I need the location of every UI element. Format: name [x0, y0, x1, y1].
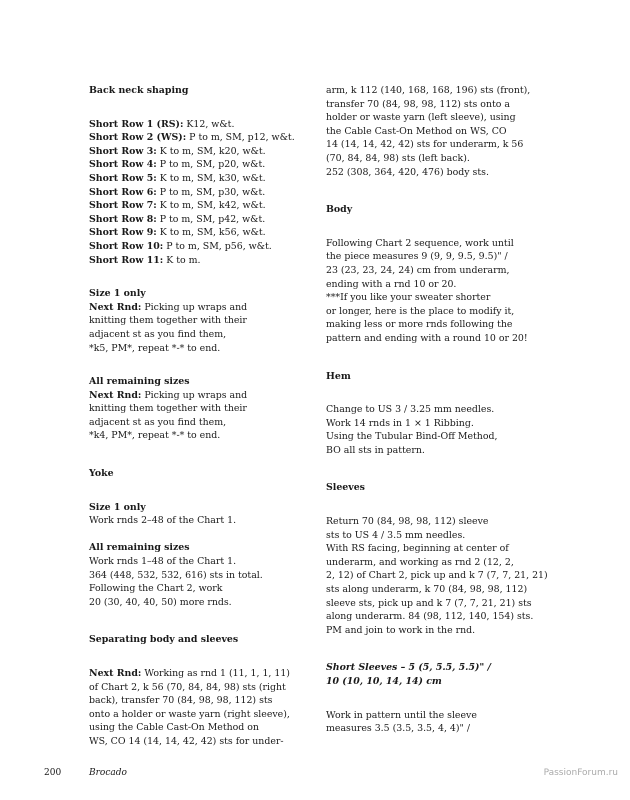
size1-instruction-line: knitting them together with their: [89, 315, 247, 327]
watermark: PassionForum.ru: [543, 768, 618, 778]
short-row: [89, 118, 289, 132]
body-line: or longer, here is the place to modify it,: [326, 305, 515, 317]
short-row: [89, 158, 289, 172]
remaining-instruction-line: *k4, PM*, repeat *-* to end.: [89, 430, 221, 442]
yoke-line: 364 (448, 532, 532, 616) sts in total.: [89, 569, 263, 581]
instruction-text: Picking up wraps and: [141, 301, 248, 313]
short-row-text: P to m, SM, p56, w&t.: [163, 240, 272, 252]
hem-line: Change to US 3 / 3.25 mm needles.: [326, 404, 495, 416]
short-row-label: Short Row 9:: [89, 227, 157, 239]
sleeves-line: sts along underarm, k 70 (84, 98, 98, 112): [326, 584, 528, 596]
short-row-text: P to m, SM, p20, w&t.: [156, 159, 266, 171]
separating-line: onto a holder or waste yarn (right sleeve),: [89, 708, 290, 720]
short-rows-list: [89, 118, 295, 268]
size1-heading: Size 1 only: [89, 288, 146, 300]
short-row: [89, 240, 289, 254]
separating-line: of Chart 2, k 56 (70, 84, 84, 98) sts (right: [89, 681, 286, 693]
short-row: [89, 145, 289, 159]
remaining-sizes-heading: All remaining sizes: [89, 376, 190, 388]
sleeves-line: sleeve sts, pick up and k 7 (7, 7, 21, 21) sts: [326, 597, 532, 609]
right-column: [326, 84, 548, 736]
short-row: [89, 213, 289, 227]
sleeves-line: sts to US 4 / 3.5 mm needles.: [326, 529, 466, 541]
short-row: [89, 172, 289, 186]
sleeves-line: PM and join to work in the rnd.: [326, 624, 476, 636]
yoke-line: Work rnds 1–48 of the Chart 1.: [89, 556, 237, 568]
short-row-label: Short Row 7:: [89, 200, 157, 212]
short-row-text: K12, w&t.: [183, 118, 235, 130]
short-sleeves-line: measures 3.5 (3.5, 3.5, 4, 4)" /: [326, 723, 470, 735]
short-row-label: Short Row 8:: [89, 213, 157, 225]
remaining-instruction-line: [89, 389, 289, 403]
separating-heading: Separating body and sleeves: [89, 634, 239, 646]
sleeves-line: underarm, and working as rnd 2 (12, 2,: [326, 556, 514, 568]
short-row-text: K to m, SM, k30, w&t.: [156, 172, 266, 184]
short-sleeves-heading: Short Sleeves – 5 (5, 5.5, 5.5)" /: [326, 662, 491, 674]
footer-title: Brocado: [89, 768, 127, 778]
continued-line: the Cable Cast-On Method on WS, CO: [326, 125, 507, 137]
size1-instruction-line: *k5, PM*, repeat *-* to end.: [89, 342, 221, 354]
yoke-line: Following the Chart 2, work: [89, 583, 223, 595]
size1-instruction-line: adjacent st as you find them,: [89, 328, 227, 340]
short-row-text: P to m, SM, p30, w&t.: [156, 186, 266, 198]
short-row-label: Short Row 5:: [89, 172, 157, 184]
short-row: [89, 131, 295, 145]
yoke-heading: Yoke: [89, 468, 114, 480]
remaining-instruction-line: adjacent st as you find them,: [89, 416, 227, 428]
continued-line: 252 (308, 364, 420, 476) body sts.: [326, 166, 489, 178]
separating-line: WS, CO 14 (14, 14, 42, 42) sts for under-: [89, 735, 284, 747]
hem-heading: Hem: [326, 370, 351, 382]
next-rnd-label: Next Rnd:: [89, 668, 142, 679]
hem-line: Using the Tubular Bind-Off Method,: [326, 431, 498, 443]
short-row-text: P to m, SM, p42, w&t.: [156, 213, 266, 225]
body-line: making less or more rnds following the: [326, 319, 513, 331]
short-row: [89, 226, 289, 240]
size1-instruction-line: [89, 301, 289, 315]
short-row-text: K to m, SM, k20, w&t.: [156, 145, 266, 157]
left-column: [89, 84, 295, 749]
sleeves-heading: Sleeves: [326, 482, 365, 494]
next-rnd-label: Next Rnd:: [89, 301, 142, 313]
continued-line: transfer 70 (84, 98, 98, 112) sts onto a: [326, 98, 510, 110]
instruction-text: Picking up wraps and: [141, 389, 248, 401]
short-row-label: Short Row 10:: [89, 240, 164, 252]
short-row-text: K to m.: [163, 254, 201, 266]
yoke-size1-heading: Size 1 only: [89, 501, 146, 513]
body-line: Following Chart 2 sequence, work until: [326, 237, 514, 249]
continued-line: 14 (14, 14, 42, 42) sts for underarm, k 56: [326, 139, 524, 151]
body-line: pattern and ending with a round 10 or 20!: [326, 332, 528, 344]
body-line: 23 (23, 23, 24, 24) cm from underarm,: [326, 264, 510, 276]
sleeves-line: along underarm. 84 (98, 112, 140, 154) sts.: [326, 611, 534, 623]
yoke-line: 20 (30, 40, 40, 50) more rnds.: [89, 596, 232, 608]
sleeves-line: Return 70 (84, 98, 98, 112) sleeve: [326, 516, 489, 528]
short-sleeves-line: Work in pattern until the sleeve: [326, 709, 477, 721]
short-row-label: Short Row 4:: [89, 159, 157, 171]
short-row-label: Short Row 11:: [89, 254, 164, 266]
body-line: the piece measures 9 (9, 9, 9.5, 9.5)" /: [326, 251, 508, 263]
short-row-label: Short Row 2 (WS):: [89, 132, 187, 144]
yoke-size1-text: Work rnds 2–48 of the Chart 1.: [89, 515, 237, 527]
sleeves-line: 2, 12) of Chart 2, pick up and k 7 (7, 7, 21, 21): [326, 570, 548, 582]
short-row-text: K to m, SM, k42, w&t.: [156, 200, 266, 212]
short-row-label: Short Row 3:: [89, 145, 157, 157]
short-row-text: K to m, SM, k56, w&t.: [156, 227, 266, 239]
hem-line: BO all sts in pattern.: [326, 444, 425, 456]
body-line: ending with a rnd 10 or 20.: [326, 278, 457, 290]
sleeves-line: With RS facing, beginning at center of: [326, 543, 509, 555]
short-sleeves-heading: 10 (10, 10, 14, 14) cm: [326, 676, 442, 687]
continued-line: (70, 84, 84, 98) sts (left back).: [326, 152, 470, 164]
short-row-label: Short Row 6:: [89, 186, 157, 198]
back-neck-heading: Back neck shaping: [89, 85, 189, 96]
separating-line: back), transfer 70 (84, 98, 98, 112) sts: [89, 695, 273, 707]
instruction-text: Working as rnd 1 (11, 1, 1, 11): [141, 668, 290, 679]
next-rnd-label: Next Rnd:: [89, 389, 142, 401]
separating-line: using the Cable Cast-On Method on: [89, 722, 259, 734]
body-heading: Body: [326, 204, 353, 216]
continued-line: holder or waste yarn (left sleeve), using: [326, 112, 516, 124]
yoke-remaining-heading: All remaining sizes: [89, 542, 190, 554]
short-row-text: P to m, SM, p12, w&t.: [186, 132, 295, 144]
body-line: ***If you like your sweater shorter: [326, 292, 491, 304]
remaining-instruction-line: knitting them together with their: [89, 403, 247, 415]
continued-line: arm, k 112 (140, 168, 168, 196) sts (front),: [326, 85, 531, 96]
short-row: [89, 186, 289, 200]
short-row-label: Short Row 1 (RS):: [89, 118, 184, 130]
short-row: [89, 254, 289, 268]
page-number: 200: [44, 768, 62, 778]
separating-line: [89, 667, 289, 681]
hem-line: Work 14 rnds in 1 × 1 Ribbing.: [326, 417, 474, 429]
short-row: [89, 199, 289, 213]
